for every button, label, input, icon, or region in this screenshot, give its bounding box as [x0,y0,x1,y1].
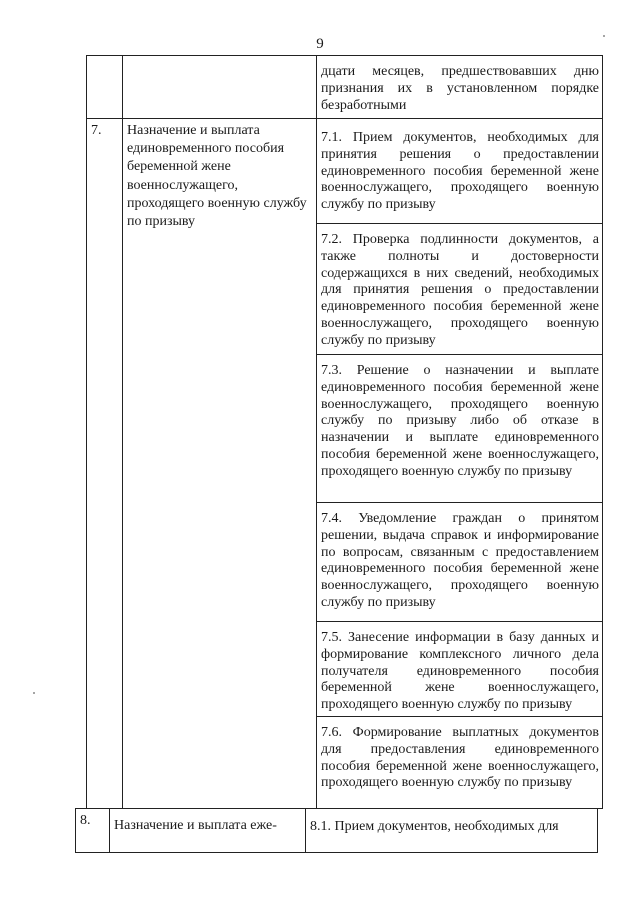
steps-cell [317,119,602,808]
scan-speck [33,692,35,694]
steps-cell [317,56,602,118]
steps-cell [306,809,597,852]
row-number: 8. [76,809,110,852]
step-text: дцати месяцев, предшествовавших дню признания их в установленном порядке безработными [321,64,599,113]
step-text: 7.5. Занесение информации в базу данных и формирование комплексного личного дела получателя единовременного пособия беременной жене военнослужащего, проходящего военную службу по призыву [317,621,602,716]
step-text: 7.2. Проверка подлинности документов, а также полноты и достоверности содержащихся в них сведений, необходимых для принятия решения о предоставлении единовременного пособия беременной жене военнослужащего, проходящего военную службу по призыву [317,223,602,354]
scan-speck [603,35,605,37]
table-row [75,808,598,853]
step-text: 7.6. Формирование выплатных документов для предоставления единовременного пособия беременной жене военнослужащего, проходящего военную службу по призыву [317,716,602,810]
step-text: 7.4. Уведомление граждан о принятом решении, выдача справок и информирование по вопросам, связанным с предоставлением единовременного пособия беременной жене военнослужащего, проходящего военную службу по призыву [317,502,602,621]
step-text: 7.1. Прием документов, необходимых для принятия решения о предоставлении единовременного пособия беременной жене военнослужащего, проходящего военную службу по призыву [321,130,599,213]
step-text: 8.1. Прием документов, необходимых для [310,819,559,834]
row-number [87,56,123,118]
step-text: 7.3. Решение о назначении и выплате единовременного пособия беременной жене военнослужащего, проходящего военную службу по призыву либо об отказе в назначении и выплате единовременного пособия беременной жене военнослужащего, проходящего военную службу по призыву [317,354,602,502]
service-name: Назначение и выплата единовременного пособия беременной жене военнослужащего, проходящего военную службу по призыву [123,119,317,808]
service-name [123,56,317,118]
page-number: 9 [316,36,324,52]
service-name: Назначение и выплата еже- [110,809,306,852]
table-row [86,55,603,119]
row-number: 7. [87,119,123,808]
table-row [86,118,603,809]
